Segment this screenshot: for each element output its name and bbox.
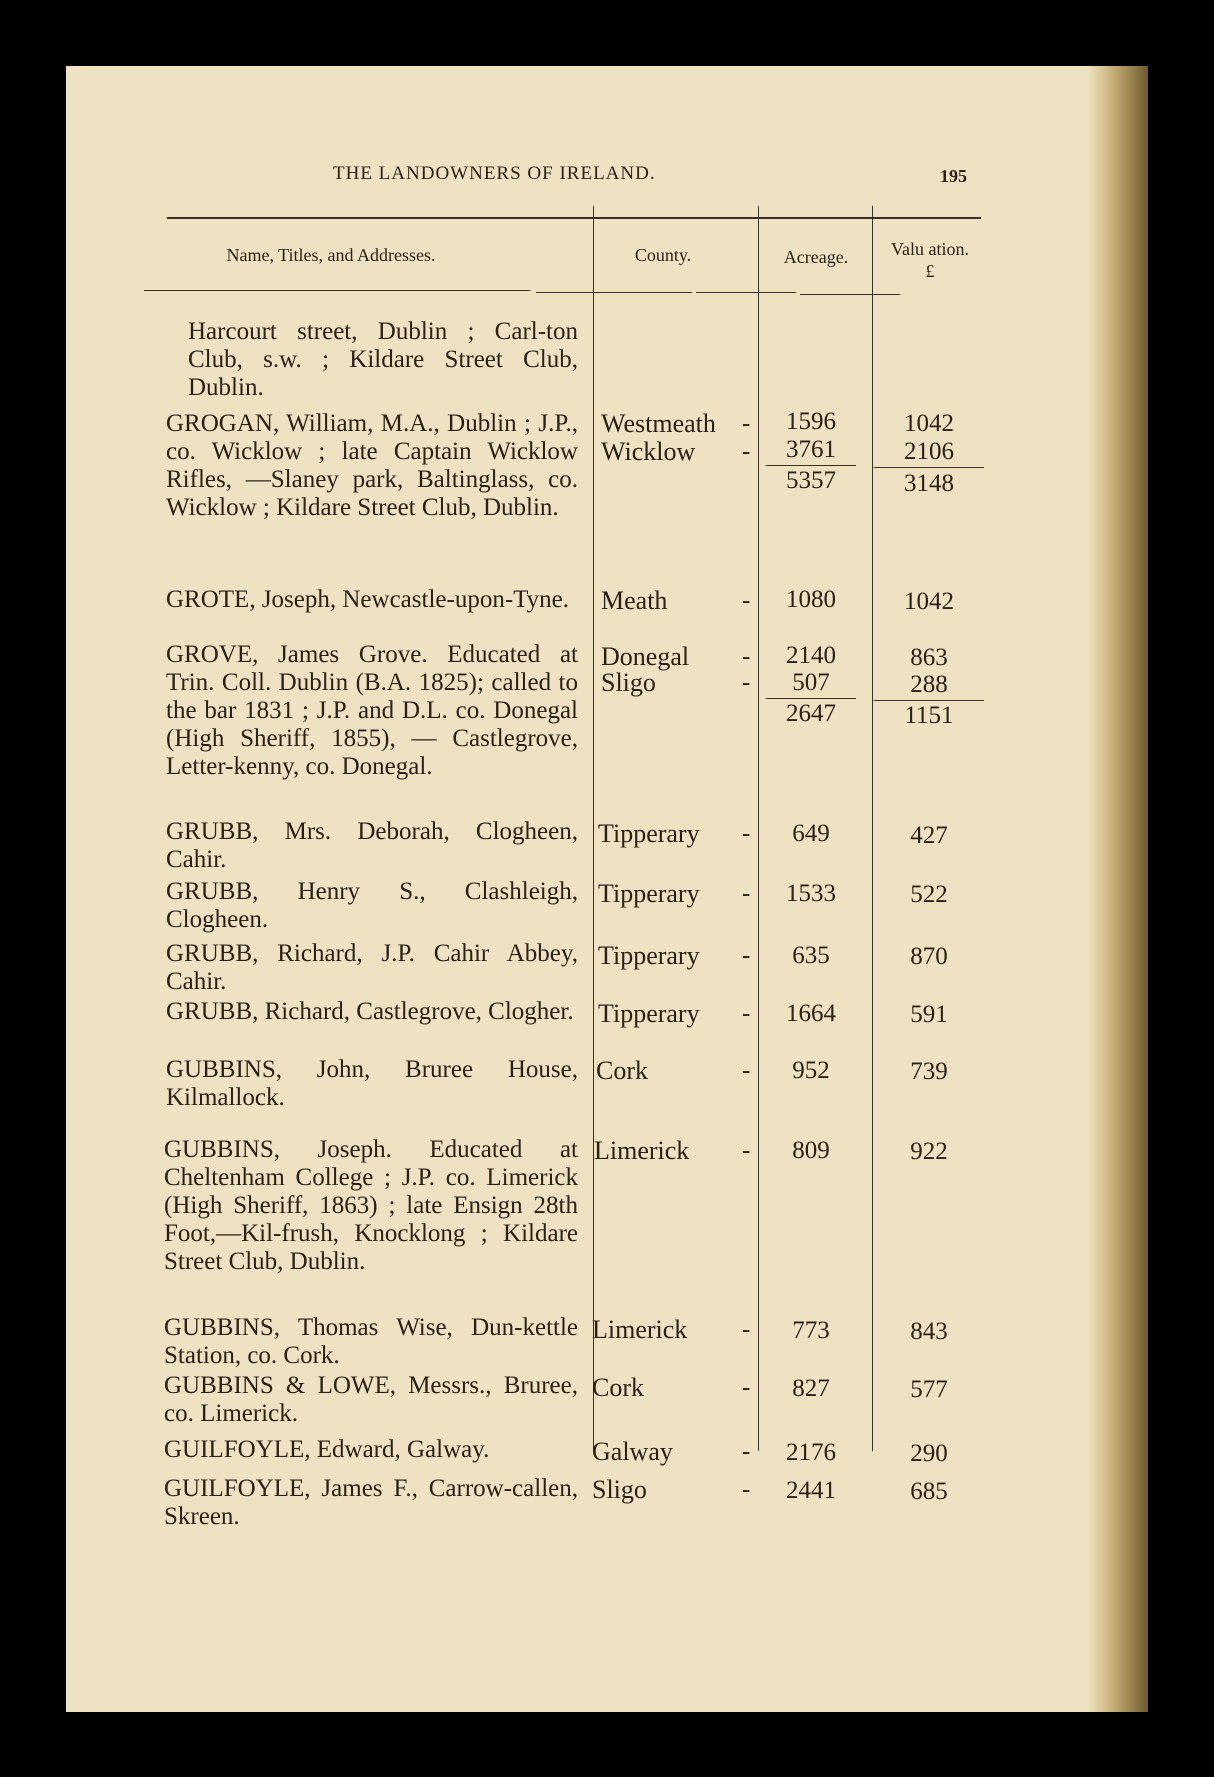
entry-name: GUBBINS, Thomas Wise, Dun-kettle Station, co. Cork. xyxy=(164,1314,578,1369)
book-page xyxy=(66,66,1148,1712)
sum-rule xyxy=(874,467,984,468)
column-header-acreage: Acreage. xyxy=(783,247,849,267)
valuation: 1042 xyxy=(904,588,954,615)
dash: - xyxy=(742,880,751,907)
header-rule-name xyxy=(144,290,530,291)
dash: - xyxy=(742,1438,751,1465)
entry-name: GUBBINS, John, Bruree House, Kilmallock. xyxy=(166,1056,578,1111)
entry-name: GROTE, Joseph, Newcastle-upon-Tyne. xyxy=(166,586,570,613)
dash: - xyxy=(742,438,751,465)
entry-name: GRUBB, Henry S., Clashleigh, Clogheen. xyxy=(166,878,578,933)
acreage: 649 xyxy=(792,820,830,847)
county: Cork xyxy=(592,1373,644,1402)
valuation: 288 xyxy=(910,671,948,698)
valuation: 577 xyxy=(910,1376,948,1403)
sum-rule xyxy=(766,698,856,699)
acreage: 2176 xyxy=(786,1439,836,1466)
valuation: 591 xyxy=(910,1001,948,1028)
page-number: 195 xyxy=(940,166,967,186)
entry-name: GUBBINS & LOWE, Messrs., Bruree, co. Limerick. xyxy=(164,1372,578,1427)
dash: - xyxy=(742,669,751,696)
county: Tipperary xyxy=(598,941,700,970)
header-rule-valuation xyxy=(800,294,900,295)
valuation: 290 xyxy=(910,1440,948,1467)
county: Galway xyxy=(592,1437,673,1466)
entry-name: GROGAN, William, M.A., Dublin ; J.P., co. Wicklow ; late Captain Wicklow Rifles, —Slaney park, Baltinglass, co. Wicklow ; Kildare Street Club, Dublin. xyxy=(166,410,578,521)
county: Limerick xyxy=(594,1136,690,1165)
acreage: 952 xyxy=(792,1057,830,1084)
dash: - xyxy=(742,1374,751,1401)
dash: - xyxy=(742,643,751,670)
dash: - xyxy=(742,587,751,614)
entry-name: GUILFOYLE, James F., Carrow-callen, Skreen. xyxy=(164,1475,578,1530)
dash: - xyxy=(742,1000,751,1027)
valuation-unit: £ xyxy=(925,261,935,281)
acreage: 2140 xyxy=(786,642,836,669)
running-title: THE LANDOWNERS OF IRELAND. xyxy=(333,163,656,184)
entry-name: GRUBB, Richard, Castlegrove, Clogher. xyxy=(166,998,574,1025)
county: Sligo xyxy=(601,668,656,697)
acreage: 773 xyxy=(792,1317,830,1344)
acreage: 1080 xyxy=(786,586,836,613)
county: Cork xyxy=(596,1056,648,1085)
entry-name: GRUBB, Richard, J.P. Cahir Abbey, Cahir. xyxy=(166,940,578,995)
entry-name: GRUBB, Mrs. Deborah, Clogheen, Cahir. xyxy=(166,818,578,873)
sum-rule xyxy=(766,465,856,466)
valuation: 870 xyxy=(910,943,948,970)
dash: - xyxy=(742,1137,751,1164)
acreage-total: 5357 xyxy=(786,467,836,494)
entry-name: Harcourt street, Dublin ; Carl-ton Club, s.w. ; Kildare Street Club, Dublin. xyxy=(188,318,578,401)
valuation-total: 3148 xyxy=(904,470,954,497)
acreage: 1596 xyxy=(786,408,836,435)
valuation: 1042 xyxy=(904,410,954,437)
column-divider-3 xyxy=(872,206,873,1451)
dash: - xyxy=(742,820,751,847)
acreage: 507 xyxy=(792,669,830,696)
dash: - xyxy=(742,1476,751,1503)
county: Donegal xyxy=(601,642,690,671)
county: Tipperary xyxy=(598,999,700,1028)
county: Tipperary xyxy=(598,879,700,908)
valuation: 427 xyxy=(910,822,948,849)
valuation-label: Valu ation. xyxy=(891,239,969,259)
entry-name: GUBBINS, Joseph. Educated at Cheltenham College ; J.P. co. Limerick (High Sheriff, 1863) ; late Ensign 28th Foot,—Kil-frush, Knocklong ; Kildare Street Club, Dublin. xyxy=(164,1136,578,1275)
dash: - xyxy=(742,410,751,437)
valuation-total: 1151 xyxy=(904,702,954,729)
acreage: 3761 xyxy=(786,436,836,463)
acreage-total: 2647 xyxy=(786,700,836,727)
valuation: 863 xyxy=(910,644,948,671)
top-rule xyxy=(167,217,981,219)
sum-rule xyxy=(874,700,984,701)
county: Tipperary xyxy=(598,819,700,848)
entry-name: GUILFOYLE, Edward, Galway. xyxy=(164,1436,490,1463)
county: Wicklow xyxy=(601,437,696,466)
acreage: 1664 xyxy=(786,1000,836,1027)
valuation: 522 xyxy=(910,881,948,908)
acreage: 809 xyxy=(792,1137,830,1164)
column-header-name: Name, Titles, and Addresses. xyxy=(226,245,436,265)
county: Meath xyxy=(601,586,668,615)
header-rule-acreage xyxy=(696,292,796,293)
valuation: 843 xyxy=(910,1318,948,1345)
valuation: 922 xyxy=(910,1138,948,1165)
dash: - xyxy=(742,1057,751,1084)
column-divider-1 xyxy=(593,206,594,1451)
valuation: 685 xyxy=(910,1478,948,1505)
dash: - xyxy=(742,942,751,969)
acreage: 827 xyxy=(792,1375,830,1402)
acreage: 2441 xyxy=(786,1477,836,1504)
valuation: 2106 xyxy=(904,438,954,465)
column-divider-2 xyxy=(758,206,759,1451)
column-header-valuation xyxy=(874,238,986,282)
column-header-county: County. xyxy=(634,245,692,265)
valuation: 739 xyxy=(910,1058,948,1085)
county: Limerick xyxy=(592,1315,688,1344)
acreage: 635 xyxy=(792,942,830,969)
entry-name: GROVE, James Grove. Educated at Trin. Coll. Dublin (B.A. 1825); called to the bar 1831 ; J.P. and D.L. co. Donegal (High Sheriff, 1855), — Castlegrove, Letter-kenny, co. Donegal. xyxy=(166,641,578,780)
acreage: 1533 xyxy=(786,880,836,907)
county: Sligo xyxy=(592,1475,647,1504)
dash: - xyxy=(742,1316,751,1343)
header-rule-county xyxy=(536,292,692,293)
county: Westmeath xyxy=(601,409,716,438)
